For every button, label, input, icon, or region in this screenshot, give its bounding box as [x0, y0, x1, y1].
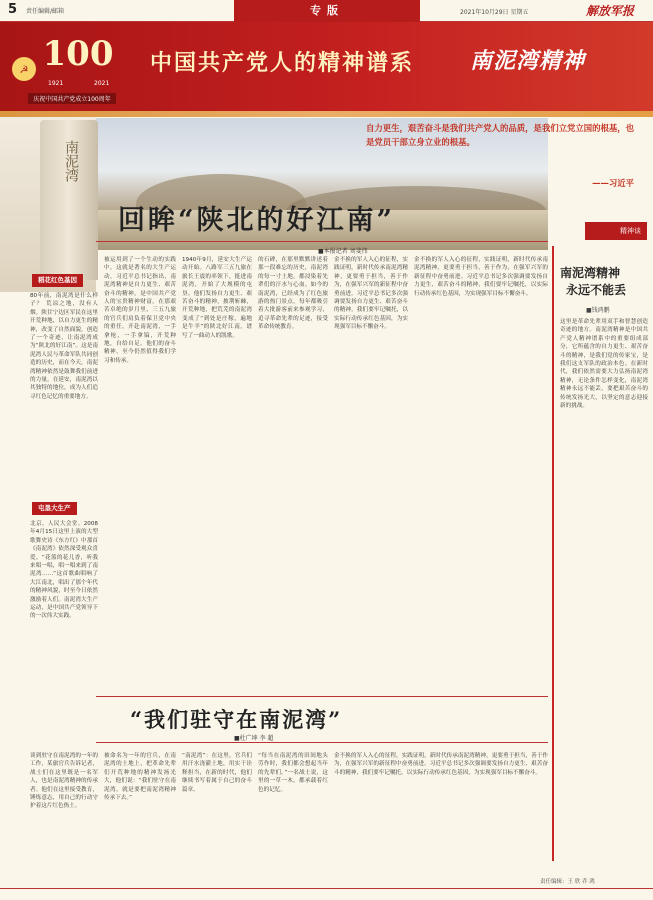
article1-column: 被运用到了一个生动的实践中，这就是著名的大生产运动，习近平总书记指出，南泥湾精神是自力更生、艰苦奋斗的精神，是中国共产党人的宝贵精神财富。在那艰苦卓绝的岁月里，三五九旅的官兵们肩负着保卫党中央的重任，开赴南泥湾，一手拿枪，一手拿镐，开荒种地，自给自足。他们的奋斗精神，至今仍然值得我们学习和传承。	[104, 257, 176, 364]
editor-credit: 责任编辑：王 欣 乔 鸿	[540, 879, 595, 885]
article1-byline: ■本报记者 刘斐伟	[318, 248, 368, 255]
article1-column: 北京，人民大会堂。2008年4月15日这里上演的大型歌舞史诗《东方红》中那首《南泥湾》依然深受观众喜爱。“花篮的花儿香，听我来唱一唱，唱一唱来到了南泥湾……”这首歌曲唱响了大江南北，唱出了那个年代的精神风貌，时至今日依然激励着人们。南泥湾大生产运动，是中国共产党领导下的一次伟大实践。	[30, 521, 98, 620]
centenary-emblem	[8, 25, 116, 113]
column-badge: 精神谈	[585, 222, 647, 240]
emblem-year-end: 2021	[94, 80, 110, 87]
emblem-caption: 庆祝中国共产党成立100周年	[33, 96, 111, 103]
stone-inscription: 南泥湾	[63, 140, 79, 182]
svg-text:☭: ☭	[19, 65, 29, 76]
page-number: 5	[8, 2, 18, 17]
article2-byline: ■杜广坤 李 超	[234, 735, 274, 742]
section-tab: 专版	[234, 0, 420, 22]
column-rule	[552, 246, 554, 861]
quote-author: ——习近平	[592, 178, 634, 188]
divider	[96, 241, 548, 242]
article2-headline: “我们驻守在南泥湾”	[130, 707, 343, 732]
article2-column: 金不换的军人入心的征程，实践证明，新时代传承南泥湾精神，更要勇于担当，善于作为，在强军兴军的新征程中奋勇前进。习近平总书记多次强调要发扬自力更生、艰苦奋斗的精神，我们要牢记嘱托，以实际行动传承红色基因，为实现强军目标不懈奋斗。	[334, 753, 548, 776]
commentary-body: 这里是革命先辈用双手和智慧创造奇迹的地方。南泥湾精神是中国共产党人精神谱系中的重要组成部分，它所蕴含的自力更生、艰苦奋斗的精神，是我们党的传家宝，是我们这支军队的政治本色。在新时代，我们依然需要大力弘扬南泥湾精神，无论条件怎样变化，南泥湾精神永远不能丢，要把艰苦奋斗的传统发扬光大，以坚定的意志迎接新的挑战。	[560, 319, 648, 410]
commentary-author: ■钱鸿鹏	[586, 307, 610, 314]
article2-column: “南泥湾”：在这里，官兵们用汗水浇灌土地，用实干诠释担当，在新的时代，他们继续书写着属于自己的奋斗篇章。	[182, 753, 252, 793]
banner-spirit-name: 南泥湾精神	[470, 48, 586, 74]
commentary-title: 南泥湾精神	[560, 266, 621, 280]
article1-column: 的石碑，在那里默默讲述着那一段难忘的历史，南泥湾的每一寸土地，都浸染着先辈们的汗水与心血。如今的南泥湾，已经成为了红色旅游的热门景点，每年都吸引着大批游客前来参观学习，追寻革命先辈的足迹，接受革命传统教育。	[258, 257, 328, 331]
dateline: 2021年10月29日 星期五	[460, 9, 529, 16]
article1-column: 80年前，南泥湾是什么样子？ 荒凉之地，没有人烟。陕甘宁边区军民在这里开荒种地，以自力更生的精神，改变了自然面貌，创造了一个奇迹，让南泥湾成为“陕北的好江南”。这是南泥湾人民与革命军队共同创造的历史，而在今天，南泥湾精神依然是鼓舞我们前进的力量。在延安，南泥湾以其独特的地位，成为人们追寻红色记忆的重要地方。	[30, 293, 98, 400]
quote-block	[346, 118, 646, 200]
article1-column: 金不换的军人入心的征程，实践证明，新时代传承南泥湾精神，更要勇于担当，善于作为，在强军兴军的新征程中奋勇前进。习近平总书记多次强调要发扬自力更生、艰苦奋斗的精神，我们要牢记嘱托，以实际行动传承红色基因，为实现强军目标不懈奋斗。	[414, 257, 548, 297]
article2-column: 被命名为一年的官兵，在南泥湾的土地上，把革命先辈们开荒种地的精神发扬光大，他们说：“我们驻守在南泥湾，就是要把南泥湾精神传承下去。”	[104, 753, 176, 802]
masthead	[0, 0, 653, 22]
banner-title: 中国共产党人的精神谱系	[150, 50, 415, 76]
footer-rule	[0, 888, 653, 900]
svg-text:100: 100	[42, 34, 114, 74]
emblem-year-start: 1921	[48, 80, 64, 87]
article2-column: 谈到驻守在南泥湾的一年的工作，某旅官兵告诉记者，战士们在这里既是一名军人，也是南泥湾精神的传承者。他们在这里接受教育，锤炼意志，用自己的行动守护着这片红色热土。	[30, 753, 98, 810]
banner	[0, 22, 653, 117]
article1-headline: 回眸“陕北的好江南”	[118, 205, 396, 236]
article1-column: 1940年9月，延安大生产运动开始。八路军三五九旅在旅长王震的率领下，挺进南泥湾，开始了大规模的屯垦。他们发扬自力更生、艰苦奋斗的精神，披荆斩棘，开荒种地，把荒芜的南泥湾变成了“到处是庄稼，遍地是牛羊”的陕北好江南，谱写了一曲动人的凯歌。	[182, 257, 252, 339]
banner-gold-strip	[0, 111, 653, 117]
divider	[96, 742, 548, 743]
editor-email-label: 责任编辑/邮箱	[26, 8, 65, 15]
section-label: 屯垦大生产	[32, 502, 77, 515]
article2-column: “每当在南泥湾的田间地头劳作时，我们都会想起当年的先辈们。”一名战士说，这里的一草一木，都承载着红色的记忆。	[258, 753, 328, 793]
article1-column: 金不换的军人入心的征程，实践证明，新时代传承南泥湾精神，更要勇于担当，善于作为，在强军兴军的新征程中奋勇前进。习近平总书记多次强调要发扬自力更生、艰苦奋斗的精神，我们要牢记嘱托，以实际行动传承红色基因，为实现强军目标不懈奋斗。	[334, 257, 408, 331]
quote-text: 自力更生，艰苦奋斗是我们共产党人的品质，是我们立党立国的根基，也是党员干部立身立业的根基。	[366, 123, 634, 147]
divider	[96, 696, 548, 697]
newspaper-logo: 解放军报	[586, 4, 635, 18]
commentary-title: 永远不能丢	[566, 283, 627, 297]
section-label: 稻花红色基因	[32, 274, 83, 287]
